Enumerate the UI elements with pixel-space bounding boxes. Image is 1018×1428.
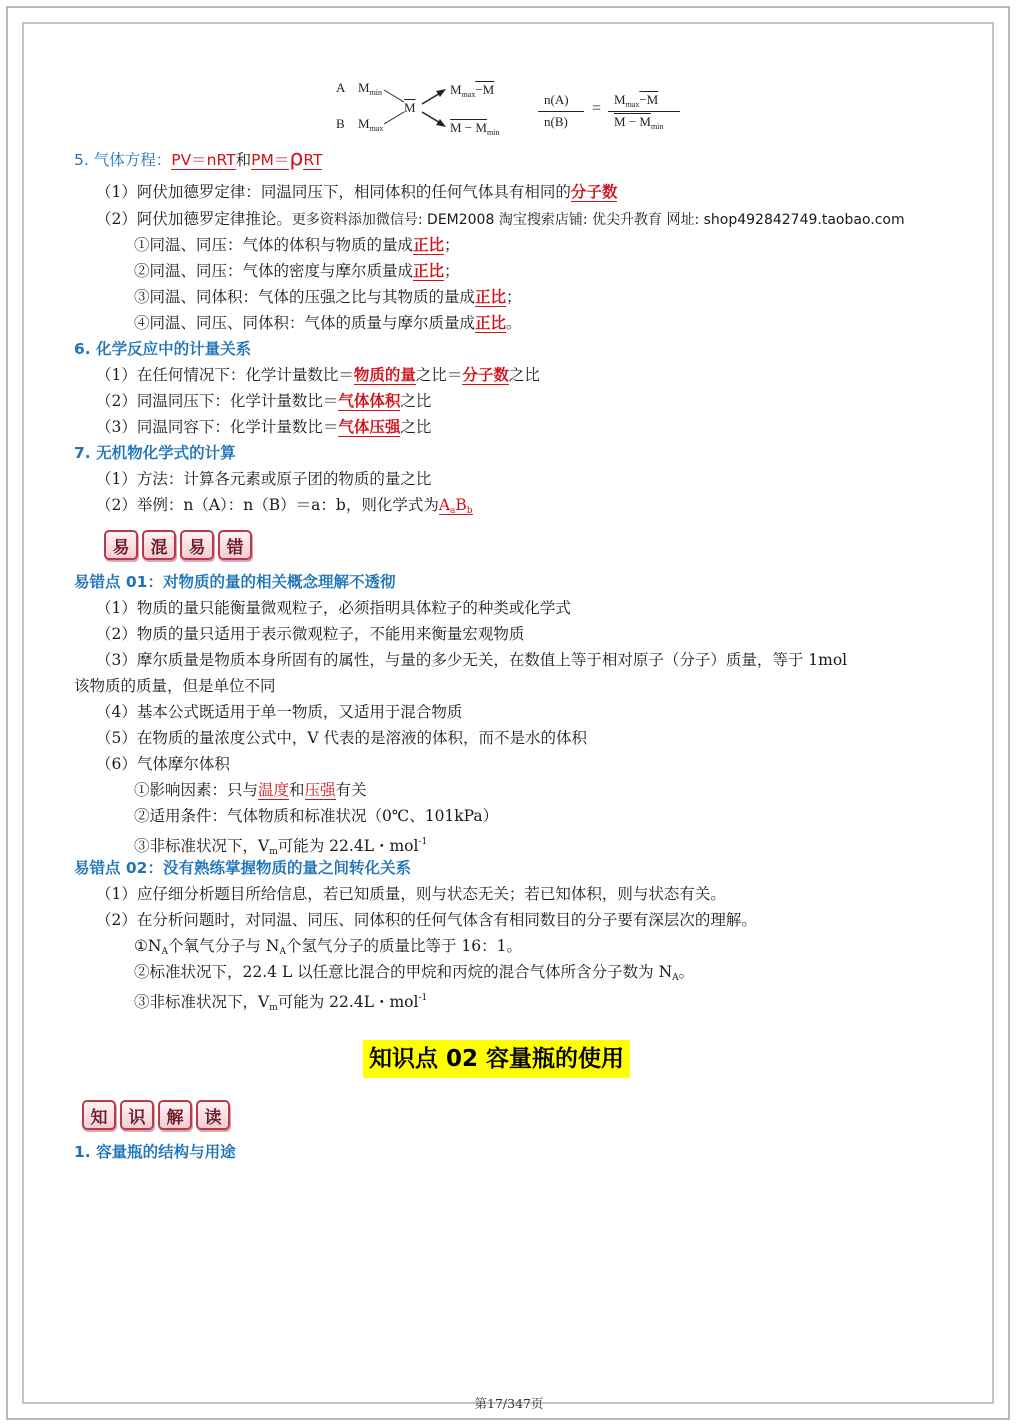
knowledge-point-02-title: 知识点 02 容量瓶的使用: [363, 1040, 630, 1078]
e1-item3: ③非标准状况下，Vm可能为 22.4L・mol$^{-1}$: [134, 837, 428, 857]
badge-row-zhishijiedu: [82, 1100, 230, 1130]
e2-item2: ②标准状况下，22.4 L 以任意比混合的甲烷和丙烷的混合气体所含分子数为 NA。: [134, 963, 695, 983]
fraction-bar-left: [538, 111, 584, 112]
s6-line1: （1）在任何情况下：化学计量数比＝物质的量之比＝分子数之比: [96, 365, 540, 384]
m-max: $M_{max}$: [358, 116, 384, 133]
top-right-term: $M_{max}-M$: [450, 82, 495, 99]
badge-char: 知: [82, 1100, 116, 1130]
equals: =: [592, 100, 602, 117]
s5-line2: （2）阿伏加德罗定律推论。更多资料添加微信号: DEM2008 淘宝搜索店铺: 优尖升教育 网址: shop492842749.taobao.com: [96, 210, 905, 228]
badge-row-yihunyicuo: [104, 530, 252, 560]
label-a: A: [336, 80, 346, 95]
e1-line3-cont: 该物质的质量，但是单位不同: [74, 677, 276, 695]
badge-char: 读: [196, 1100, 230, 1130]
badge-char: 混: [142, 530, 176, 560]
e1-line6: （6）气体摩尔体积: [96, 755, 230, 773]
badge-char: 解: [158, 1100, 192, 1130]
s7-line2: （2）举例：n（A）：n（B）＝a：b，则化学式为AaBb: [96, 496, 473, 516]
s5-item1: ①同温、同压：气体的体积与物质的量成正比；: [134, 235, 460, 254]
e1-item2: ②适用条件：气体物质和标准状况（0℃、101kPa）: [134, 807, 499, 825]
badge-char: 错: [218, 530, 252, 560]
badge-char: 识: [120, 1100, 154, 1130]
m-min: $M_{min}$: [358, 80, 383, 97]
s7-line1: （1）方法：计算各元素或原子团的物质的量之比: [96, 470, 432, 488]
s5-line1: （1）阿伏加德罗定律：同温同压下，相同体积的任何气体具有相同的分子数: [96, 182, 618, 201]
e2-line1: （1）应仔细分析题目所给信息，若已知质量，则与状态无关；若已知体积，则与状态有关。: [96, 885, 726, 903]
e1-line1: （1）物质的量只能衡量微观粒子，必须指明具体粒子的种类或化学式: [96, 599, 571, 617]
s6-line3: （3）同温同容下：化学计量数比＝气体压强之比: [96, 417, 432, 436]
s6-line2: （2）同温同压下：化学计量数比＝气体体积之比: [96, 391, 432, 410]
e2-line2: （2）在分析问题时，对同温、同压、同体积的任何气体含有相同数目的分子要有深层次的理解。: [96, 911, 757, 929]
e1-line2: （2）物质的量只适用于表示微观粒子，不能用来衡量宏观物质: [96, 625, 525, 643]
e1-line4: （4）基本公式既适用于单一物质，又适用于混合物质: [96, 703, 463, 721]
e2-item1: ①NA个氧气分子与 NA个氢气分子的质量比等于 16：1。: [134, 937, 522, 957]
s5-item4: ④同温、同压、同体积：气体的质量与摩尔质量成正比。: [134, 313, 522, 332]
molar-mass-cross-diagram: [330, 72, 690, 144]
e2-title: 易错点 02：没有熟练掌握物质的量之间转化关系: [74, 859, 411, 877]
page-number: 第17/347页: [474, 1396, 544, 1411]
rhs-denominator: $M - M_{min}$: [614, 114, 664, 131]
fraction-bar-right: [608, 111, 680, 112]
bottom-right-term: $M - M_{min}$: [450, 120, 500, 137]
s7-title: 7. 无机物化学式的计算: [74, 444, 236, 462]
badge-char: 易: [104, 530, 138, 560]
label-b: B: [336, 116, 345, 131]
s5-title-line: 5. 气体方程：PV＝nRT和PM＝ρRT: [74, 146, 323, 171]
e1-item1: ①影响因素：只与温度和压强有关: [134, 781, 367, 799]
volumetric-flask-heading: 1. 容量瓶的结构与用途: [74, 1143, 236, 1161]
m-bar: $\overline{M}$: [404, 100, 416, 115]
e1-title: 易错点 01：对物质的量的相关概念理解不透彻: [74, 573, 396, 591]
s5-item2: ②同温、同压：气体的密度与摩尔质量成正比；: [134, 261, 460, 280]
s5-item3: ③同温、同体积：气体的压强之比与其物质的量成正比；: [134, 287, 522, 306]
ratio-numerator: n(A): [544, 92, 569, 107]
e1-line3: （3）摩尔质量是物质本身所固有的属性，与量的多少无关，在数值上等于相对原子（分子）质量，等于 1mol: [96, 651, 848, 669]
ratio-denominator: n(B): [544, 114, 568, 129]
badge-char: 易: [180, 530, 214, 560]
s6-title: 6. 化学反应中的计量关系: [74, 340, 252, 358]
e2-item3: ③非标准状况下，Vm可能为 22.4L・mol$^{-1}$: [134, 993, 428, 1013]
rhs-numerator: $M_{max}-M$: [614, 92, 659, 109]
e1-line5: （5）在物质的量浓度公式中，V 代表的是溶液的体积，而不是水的体积: [96, 729, 587, 747]
formula-AaBb: AaBb: [438, 496, 473, 516]
